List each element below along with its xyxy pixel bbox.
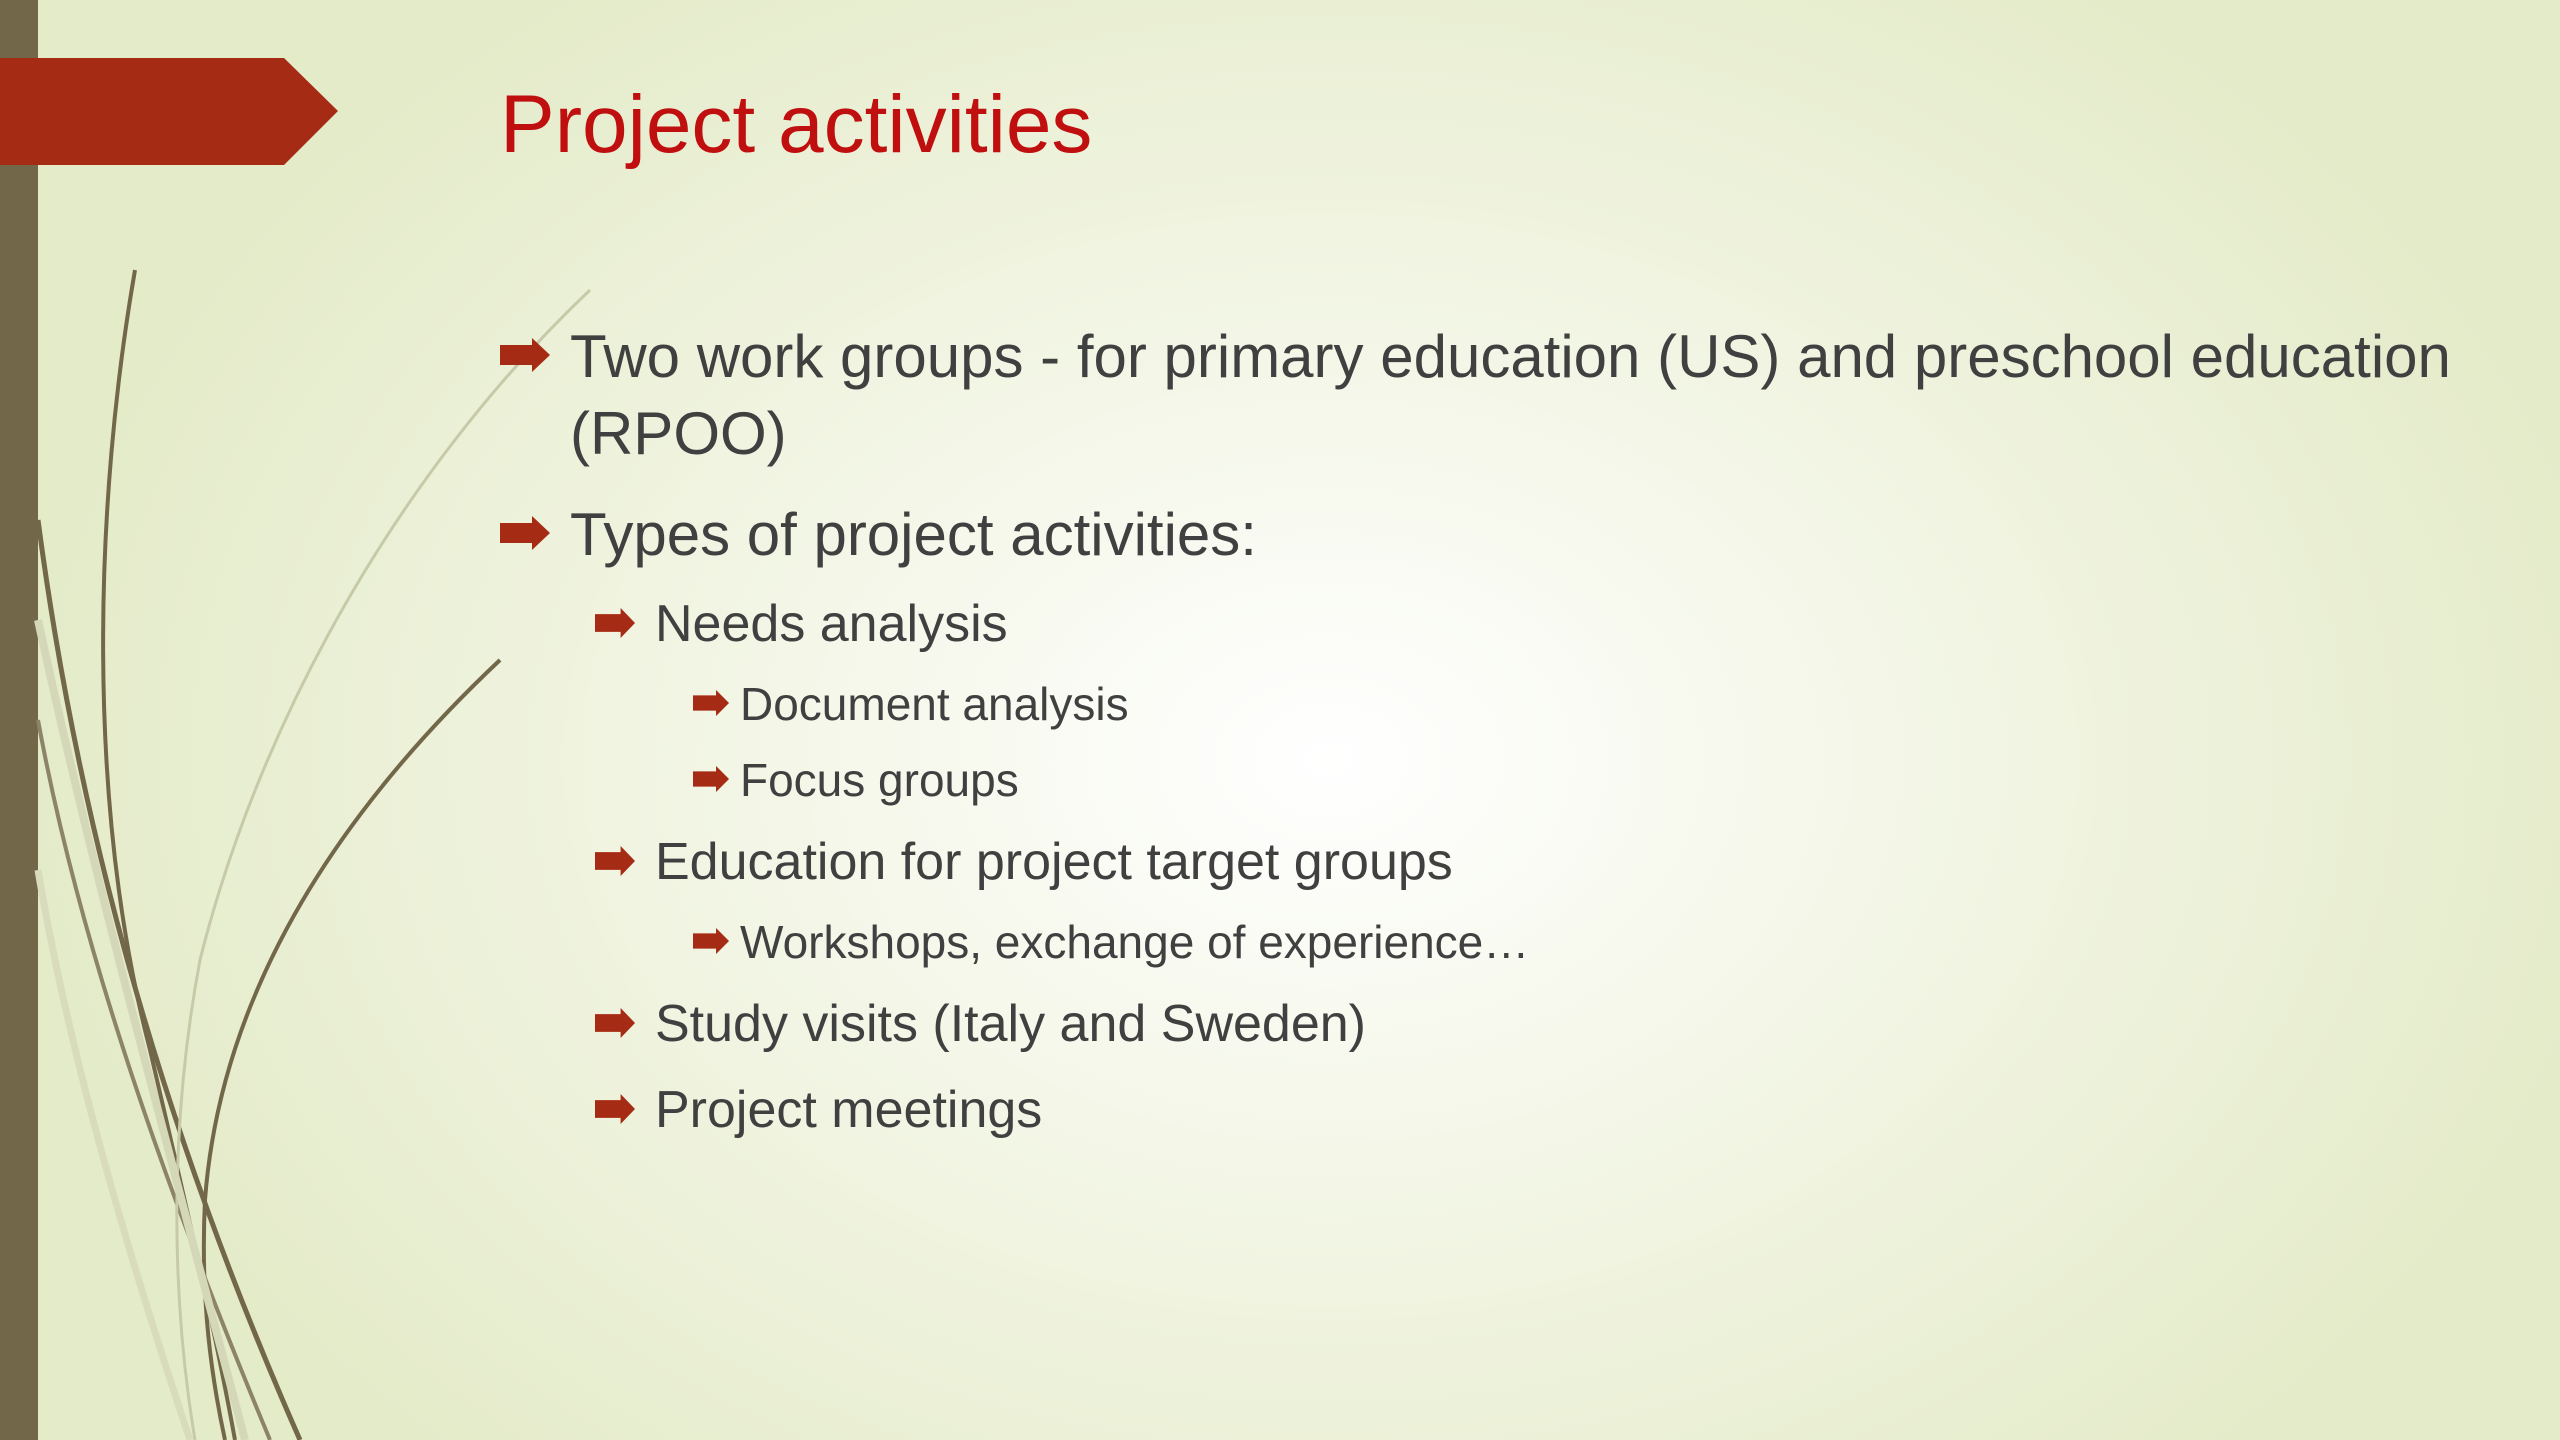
bullet-text: Project meetings (655, 1081, 1043, 1139)
bullet-text: Study visits (Italy and Sweden) (655, 995, 1366, 1053)
arrow-bullet-icon (595, 608, 635, 638)
bullet-list (500, 318, 2460, 1145)
arrow-bullet-icon (500, 516, 550, 550)
bullet-text: Document analysis (740, 678, 1129, 730)
bullet-text: Workshops, exchange of experience… (740, 916, 1530, 968)
slide-title: Project activities (500, 79, 1093, 170)
arrow-bullet-icon (693, 690, 729, 716)
bullet-text: Education for project target groups (655, 833, 1453, 891)
bullet-item-level-2 (500, 589, 2460, 659)
arrow-bullet-icon (693, 928, 729, 954)
arrow-bullet-icon (595, 1008, 635, 1038)
bullet-item-level-2 (500, 827, 2460, 897)
arrow-bullet-icon (693, 766, 729, 792)
bullet-text: Focus groups (740, 754, 1019, 806)
bullet-text: Types of project activities: (570, 501, 1257, 568)
arrow-bullet-icon (595, 846, 635, 876)
bullet-item-level-1 (500, 318, 2460, 472)
bullet-item-level-2 (500, 1075, 2460, 1145)
bullet-item-level-2 (500, 989, 2460, 1059)
arrow-bullet-icon (595, 1094, 635, 1124)
bullet-item-level-3 (500, 749, 2460, 811)
title-arrow-banner (0, 58, 338, 165)
bullet-item-level-3 (500, 911, 2460, 973)
bullet-text: Two work groups - for primary education (US) and preschool education (RPOO) (570, 323, 2451, 467)
bullet-item-level-3 (500, 673, 2460, 735)
bullet-text: Needs analysis (655, 595, 1008, 653)
bullet-item-level-1 (500, 496, 2460, 573)
arrow-bullet-icon (500, 338, 550, 372)
